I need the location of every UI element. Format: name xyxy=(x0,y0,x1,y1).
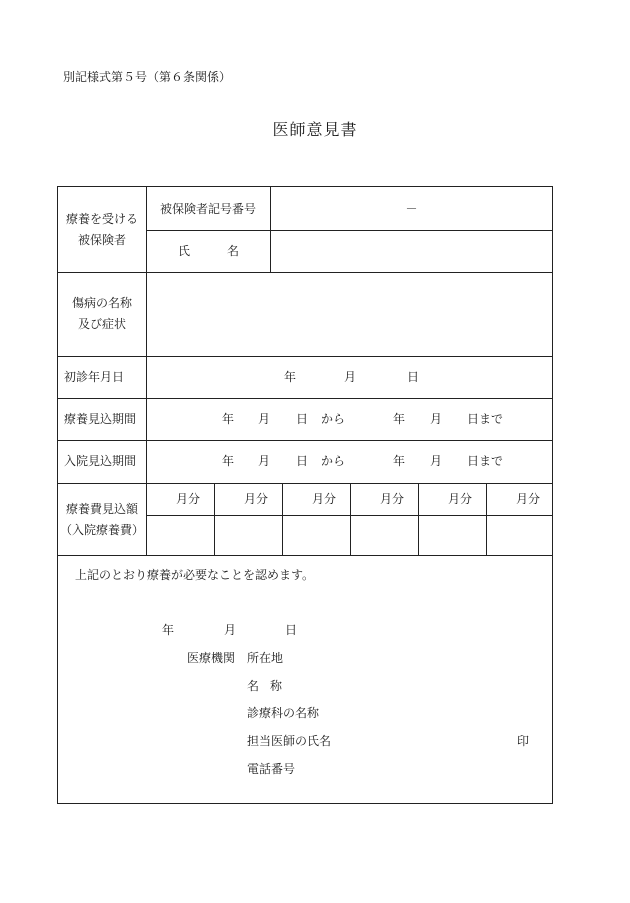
institution-name-label-2: 称 xyxy=(270,679,283,693)
insured-label-line1: 療養を受ける xyxy=(65,212,138,226)
first-visit-day: 日 xyxy=(407,370,420,384)
insured-label-line2: 被保険者 xyxy=(77,233,126,247)
insured-name-field[interactable] xyxy=(272,232,551,270)
illness-label-line2: 及び症状 xyxy=(77,317,126,331)
institution-label: 医療機関 xyxy=(187,651,236,665)
certification-date-day: 日 xyxy=(285,623,298,637)
first-visit-year: 年 xyxy=(284,370,297,384)
treatment-from-month: 月 xyxy=(258,412,271,426)
row-divider xyxy=(58,555,553,556)
cost-month-header: 月分 xyxy=(312,492,337,506)
hospitalization-from-month: 月 xyxy=(258,454,271,468)
treatment-to-month: 月 xyxy=(430,412,443,426)
hospitalization-from-day: 日 xyxy=(296,454,309,468)
form-number: 別記様式第５号（第６条関係） xyxy=(63,70,232,84)
column-divider xyxy=(214,483,215,555)
page-title: 医師意見書 xyxy=(272,120,358,139)
hospitalization-period-label: 入院見込期間 xyxy=(64,454,137,468)
certification-date-month: 月 xyxy=(224,623,237,637)
costs-label xyxy=(58,499,146,541)
hospitalization-to-month: 月 xyxy=(430,454,443,468)
insured-symbol-number-field[interactable]: － xyxy=(405,202,418,216)
hospitalization-to-until: 日まで xyxy=(467,454,504,468)
first-visit-label: 初診年月日 xyxy=(64,370,125,384)
first-visit-month: 月 xyxy=(344,370,357,384)
treatment-period-label: 療養見込期間 xyxy=(64,412,137,426)
column-divider xyxy=(486,483,487,555)
doctor-name-label: 担当医師の氏名 xyxy=(247,734,332,748)
treatment-to-year: 年 xyxy=(393,412,406,426)
row-divider xyxy=(58,483,553,484)
department-label: 診療科の名称 xyxy=(247,706,320,720)
column-divider xyxy=(270,187,271,272)
treatment-from-year: 年 xyxy=(222,412,235,426)
insured-name-label-2: 名 xyxy=(227,244,240,258)
hospitalization-to-year: 年 xyxy=(393,454,406,468)
column-divider xyxy=(350,483,351,555)
insured-name-label-1: 氏 xyxy=(178,244,191,258)
cost-month-header: 月分 xyxy=(516,492,541,506)
cost-month-header: 月分 xyxy=(244,492,269,506)
certification-date-year: 年 xyxy=(162,623,175,637)
row-divider xyxy=(146,230,553,231)
institution-address-label: 所在地 xyxy=(247,651,284,665)
row-divider xyxy=(58,356,553,357)
treatment-from-day: 日 xyxy=(296,412,309,426)
treatment-from-word: から xyxy=(321,412,346,426)
row-divider xyxy=(58,272,553,273)
hospitalization-from-year: 年 xyxy=(222,454,235,468)
institution-name-label-1: 名 xyxy=(247,679,260,693)
insured-label xyxy=(58,209,146,251)
seal-mark: 印 xyxy=(517,734,530,748)
costs-label-line2: （入院療養費） xyxy=(59,523,144,537)
column-divider xyxy=(418,483,419,555)
illness-field[interactable] xyxy=(148,274,551,354)
hospitalization-from-word: から xyxy=(321,454,346,468)
treatment-to-until: 日まで xyxy=(467,412,504,426)
insured-symbol-number-label: 被保険者記号番号 xyxy=(159,202,256,216)
phone-label: 電話番号 xyxy=(247,762,296,776)
cost-month-header: 月分 xyxy=(176,492,201,506)
illness-label xyxy=(58,293,146,335)
cost-month-header: 月分 xyxy=(380,492,405,506)
costs-label-line1: 療養費見込額 xyxy=(65,502,138,516)
column-divider xyxy=(146,187,147,555)
column-divider xyxy=(282,483,283,555)
row-divider xyxy=(58,440,553,441)
row-divider xyxy=(58,398,553,399)
certification-statement: 上記のとおり療養が必要なことを認めます。 xyxy=(75,568,315,582)
illness-label-line1: 傷病の名称 xyxy=(71,296,132,310)
cost-month-header: 月分 xyxy=(448,492,473,506)
opinion-form-table xyxy=(57,186,553,804)
